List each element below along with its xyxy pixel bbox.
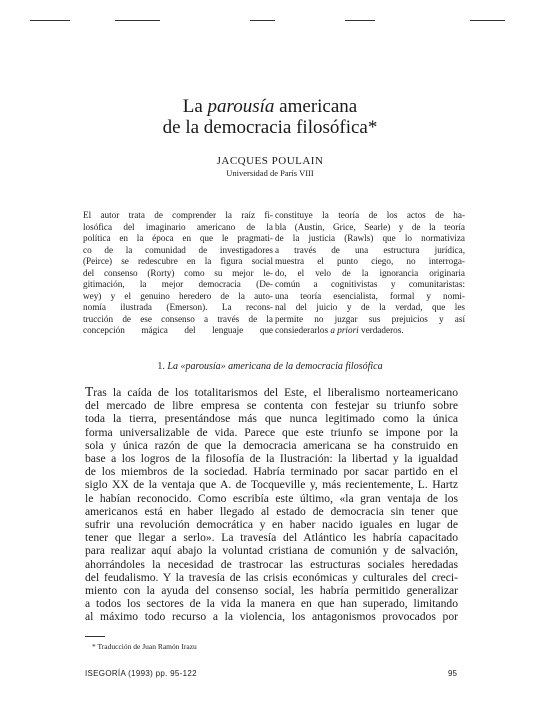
footnote: * Traducción de Juan Ramón Irazu: [92, 642, 197, 651]
section-heading: [0, 361, 540, 372]
body-line: miento con la ayuda del consenso social, les habría permitido generalizar: [85, 584, 458, 598]
author-name: JACQUES POULAIN: [216, 155, 324, 167]
title-pre: La: [182, 96, 208, 117]
article-title: [0, 96, 540, 138]
top-rule-4: [345, 20, 375, 21]
section-title-pre: La «: [167, 361, 186, 372]
abstract-line: muestra el punto ciego, no interroga-: [275, 256, 465, 266]
abstract-left-column: [83, 210, 273, 337]
abstract-line: común a cognitivistas y comunitaristas:: [275, 279, 465, 289]
title-line-1: [0, 96, 540, 117]
abstract-line: permite no juzgar sus prejuicios y así: [275, 313, 465, 324]
body-line: a todos los sectores de la vida la manera en que han superado, limitando: [85, 597, 458, 611]
section-title-post: » americana de la democracia filosófica: [220, 361, 383, 372]
body-line: sufrir una revolución democrática y en haber nacido iguales en lugar de: [85, 518, 458, 532]
body-line: al máximo todo recurso a la violencia, los antagonismos provocados por: [85, 610, 458, 624]
body-line: tener que llegar a serlo». La travesía del Atlántico les habría capacitado: [85, 531, 458, 545]
abstract-right-column: [275, 210, 465, 337]
body-line: le habían reconocido. Como escribía este último, «la gran ventaja de los: [85, 491, 458, 505]
abstract-line: del consenso (Rorty) como su mejor le-: [83, 267, 273, 278]
body-line: forma universalizable de vida. Parece que este triunfo se impone por la: [85, 425, 458, 439]
abstract-line: constituye la teoría de los actos de ha-: [275, 210, 465, 220]
title-line-2: de la democracia filosófica*: [162, 117, 378, 138]
body-line: ahorrándoles la necesidad de trastrocar las estructuras sociales heredadas: [85, 557, 458, 571]
top-rule-1: [30, 20, 70, 21]
abstract-line: de la justicia (Rawls) que lo normativiza: [275, 233, 465, 243]
abstract-line: El autor trata de comprender la raíz fi-: [83, 210, 273, 220]
abstract-line: nomía ilustrada (Emerson). La recons-: [83, 302, 273, 312]
abstract-line: a través de una estructura jurídica,: [275, 244, 465, 255]
top-rule-2: [115, 20, 160, 21]
body-line: para realizar aquí abajo la voluntad cristiana de comunión y de salvación,: [85, 544, 458, 558]
author-affiliation: Universidad de París VIII: [226, 168, 314, 178]
abstract-line: do, el velo de la ignorancia originaria: [275, 267, 465, 278]
abstract-line: concepción mágica del lenguaje que: [83, 325, 273, 335]
footnote-rule: [85, 636, 105, 637]
title-post: americana: [274, 96, 358, 117]
abstract-line: trucción de ese consenso a través de la: [83, 313, 273, 324]
section-title-word: parousía: [185, 361, 221, 372]
page-number: 95: [448, 669, 457, 678]
top-rule-5: [470, 20, 505, 21]
abstract-line: co de la comunidad de investigadores: [83, 244, 273, 255]
body-line: de los miembros de la sociedad. Habría terminado por sacar partido en el: [85, 465, 458, 479]
abstract-line: consiederarlos a priori verdaderos.: [275, 325, 404, 335]
top-rule-3: [250, 20, 275, 21]
body-line: base a los logros de la filosofía de la Ilustración: la libertad y la igualdad: [85, 452, 458, 466]
body-line: toda la tierra, presentándose más que nunca legitimado como la única: [85, 412, 458, 426]
body-line: del mercado de libre empresa se contenta con festejar su triunfo sobre: [85, 399, 458, 413]
body-line: del feudalismo. Y la travesía de las crisis económicas y culturales del creci-: [85, 570, 458, 584]
body-line: americanos está en haber llegado al estado de democracia sin tener que: [85, 504, 458, 518]
abstract-line: (Peirce) se redescubre en la figura social: [83, 256, 273, 266]
body-line: siglo XX de la ventaja que A. de Tocqueville y, más recientemente, L. Hartz: [85, 478, 458, 492]
abstract-line: gitimación, la mejor democracia (De-: [83, 279, 273, 289]
body-paragraph: [85, 385, 458, 624]
title-italic: parousía: [207, 96, 275, 117]
abstract-line: losófica del imaginario americano de la: [83, 221, 273, 232]
abstract-line: bla (Austin, Grice, Searle) y de la teoría: [275, 221, 465, 232]
journal-citation: ISEGORÍA (1993) pp. 95-122: [85, 669, 197, 678]
section-number: 1.: [157, 361, 165, 372]
abstract-line: política en la época en que le pragmati-: [83, 233, 273, 243]
body-line: Tras la caída de los totalitarismos del Este, el liberalismo norteamericano: [85, 385, 458, 399]
abstract-line: wey) y el genuino heredero de la auto-: [83, 290, 273, 301]
abstract-line: una teoría esencialista, formal y nomi-: [275, 290, 465, 301]
body-line: sola y única razón de que la democracia americana se ha construido en: [85, 438, 458, 452]
abstract-line: nal del juicio y de la verdad, que les: [275, 302, 465, 312]
